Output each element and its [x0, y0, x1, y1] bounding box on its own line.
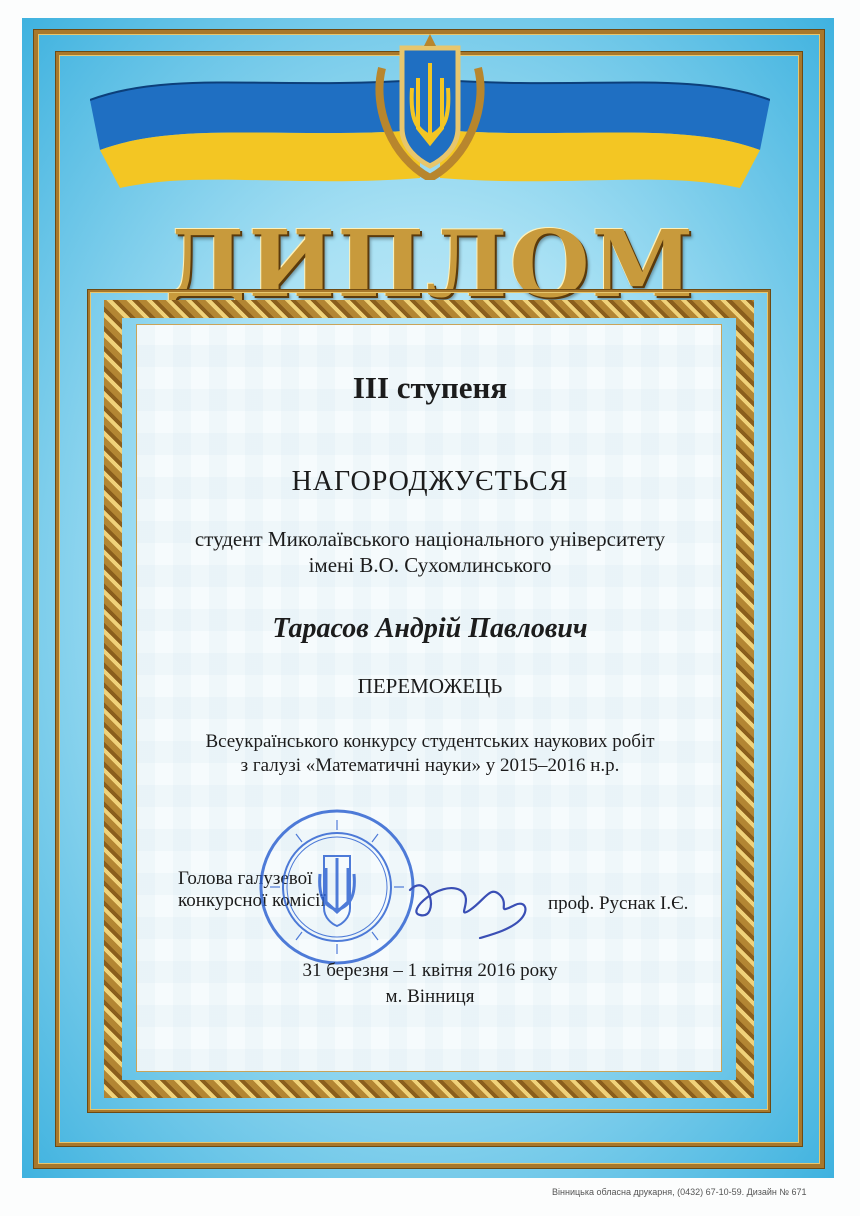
- student-line-1: студент Миколаївського національного університету: [194, 527, 666, 551]
- student-line-2: імені В.О. Сухомлинського: [308, 553, 552, 577]
- degree-text: ІІІ ступеня: [352, 370, 508, 405]
- awarded-heading: НАГОРОДЖУЄТЬСЯ: [291, 466, 569, 497]
- event-city: м. Вінниця: [385, 986, 475, 1007]
- trident-emblem-icon: [372, 28, 488, 180]
- signature-label-line-2: конкурсної комісії: [178, 890, 326, 911]
- handwritten-signature: [400, 860, 540, 940]
- recipient-name: Тарасов Андрій Павлович: [272, 613, 588, 644]
- printer-footer: Вінницька обласна друкарня, (0432) 67-10-59. Дизайн № 671: [552, 1187, 807, 1197]
- signer-name: проф. Руснак І.Є.: [548, 893, 689, 914]
- contest-line-2: з галузі «Математичні науки» у 2015–2016 н.р.: [240, 755, 620, 776]
- flag-right-icon: [440, 70, 770, 188]
- status-text: ПЕРЕМОЖЕЦЬ: [357, 674, 503, 698]
- official-stamp-icon: [258, 808, 416, 966]
- contest-line-1: Всеукраїнського конкурсу студентських наукових робіт: [205, 731, 655, 752]
- event-dates: 31 березня – 1 квітня 2016 року: [302, 960, 558, 981]
- diploma-title: ДИПЛОМ: [164, 210, 696, 318]
- flag-left-icon: [90, 70, 420, 188]
- signature-label-line-1: Голова галузевої: [178, 868, 313, 889]
